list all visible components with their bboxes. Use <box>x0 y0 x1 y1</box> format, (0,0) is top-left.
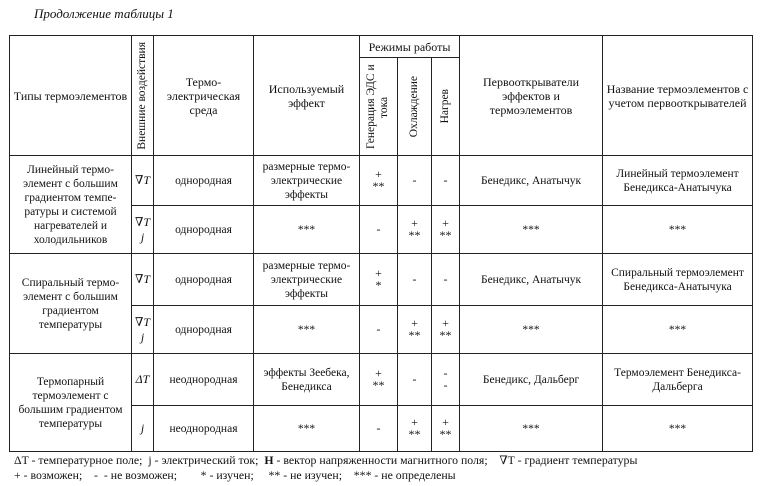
table-legend <box>14 453 754 483</box>
cell-mode-heat-text: + ** <box>439 414 452 441</box>
cell-discoverer-text: *** <box>522 223 540 236</box>
header-influences <box>132 36 154 156</box>
table-row <box>10 156 753 206</box>
cell-effect-text: эффекты Зеебека, Бенедикса <box>263 366 350 393</box>
header-effect: Используемый эффект <box>254 36 360 156</box>
cell-mode-cool-text: - <box>412 172 417 187</box>
cell-mode-emf <box>360 254 398 306</box>
cell-medium-text: однородная <box>175 323 232 336</box>
cell-mode-cool-text: - <box>412 271 417 286</box>
legend-line-1a: ΔT - температурное поле; j - электрический ток; <box>14 453 265 467</box>
cell-type: Спиральный термо-элемент с большим градиентом температуры <box>10 254 132 354</box>
cell-effect-text: размерные термо-электрические эффекты <box>262 160 351 201</box>
cell-mode-heat-text: - <box>443 172 448 187</box>
cell-name-text: Линейный термоэлемент Бенедикса-Анатычука <box>616 167 739 194</box>
cell-mode-emf-text: + ** <box>372 166 385 193</box>
cell-medium <box>154 254 254 306</box>
cell-discoverer-text: Бенедикс, Анатычук <box>480 174 582 187</box>
cell-influence <box>132 406 154 452</box>
cell-discoverer <box>460 406 603 452</box>
cell-mode-cool <box>398 156 432 206</box>
cell-effect-text: размерные термо-электрические эффекты <box>262 259 351 300</box>
cell-mode-cool <box>398 306 432 354</box>
cell-mode-heat-text: - - <box>443 365 448 392</box>
cell-influence-text: ∇T <box>134 272 151 286</box>
cell-type: Термопарный термоэлемент с большим градиентом температуры <box>10 354 132 452</box>
cell-mode-emf-text: - <box>376 420 381 435</box>
cell-medium <box>154 156 254 206</box>
cell-name-text: *** <box>668 223 687 236</box>
thermoelements-table <box>9 35 753 452</box>
cell-mode-emf-text: + ** <box>372 365 385 392</box>
cell-name <box>603 156 753 206</box>
cell-mode-heat <box>432 354 460 406</box>
cell-mode-heat-text: + ** <box>439 215 452 242</box>
cell-mode-cool <box>398 406 432 452</box>
header-names: Название термоэлементов с учетом первооткрывателей <box>603 36 753 156</box>
cell-effect <box>254 406 360 452</box>
header-influences-label: Внешние воздействия <box>136 41 148 150</box>
cell-influence <box>132 354 154 406</box>
cell-influence-text: ΔT <box>135 372 150 386</box>
cell-name-text: *** <box>668 323 687 336</box>
header-modes: Режимы работы <box>360 36 460 58</box>
header-discoverers: Первооткрыватели эффектов и термоэлементов <box>460 36 603 156</box>
cell-mode-emf <box>360 406 398 452</box>
cell-effect <box>254 354 360 406</box>
cell-mode-cool <box>398 206 432 254</box>
cell-discoverer-text: *** <box>522 323 540 336</box>
cell-influence-text: j <box>140 421 145 435</box>
cell-influence <box>132 254 154 306</box>
cell-discoverer-text: Бенедикс, Дальберг <box>482 373 580 386</box>
cell-effect <box>254 254 360 306</box>
cell-mode-heat-text: - <box>443 271 448 286</box>
cell-influence-text: ∇T j <box>134 314 151 344</box>
cell-mode-emf <box>360 206 398 254</box>
cell-discoverer <box>460 254 603 306</box>
cell-name <box>603 406 753 452</box>
cell-influence <box>132 156 154 206</box>
cell-influence <box>132 306 154 354</box>
cell-discoverer <box>460 306 603 354</box>
cell-effect-text: *** <box>297 323 316 336</box>
cell-mode-emf <box>360 306 398 354</box>
cell-mode-emf-text: - <box>376 221 381 236</box>
legend-line-1b: H <box>264 453 274 467</box>
header-mode-cool: Охлаждение <box>398 58 432 156</box>
legend-line-2: + - возможен; - - не возможен; * - изучен; ** - не изучен; *** - не определены <box>14 468 456 482</box>
cell-medium <box>154 406 254 452</box>
header-types: Типы термоэлементов <box>10 36 132 156</box>
cell-effect-text: *** <box>297 223 316 236</box>
cell-medium-text: однородная <box>175 174 232 187</box>
cell-medium-text: неоднородная <box>169 373 238 386</box>
cell-name <box>603 306 753 354</box>
cell-name-text: Термоэлемент Бенедикса-Дальберга <box>614 366 741 393</box>
cell-mode-cool-text: + ** <box>408 414 421 441</box>
header-medium: Термо-электрическая среда <box>154 36 254 156</box>
cell-discoverer-text: Бенедикс, Анатычук <box>480 273 582 286</box>
table-caption: Продолжение таблицы 1 <box>34 6 174 21</box>
cell-medium-text: однородная <box>175 223 232 236</box>
cell-influence <box>132 206 154 254</box>
cell-mode-heat <box>432 254 460 306</box>
cell-type: Линейный термо-элемент с большим градиентом темпе-ратуры и системой нагревателей и холодильников <box>10 156 132 254</box>
cell-mode-emf-text: + * <box>375 265 382 292</box>
cell-name <box>603 254 753 306</box>
cell-influence-text: ∇T j <box>134 214 151 244</box>
cell-discoverer-text: *** <box>522 422 540 435</box>
cell-name <box>603 354 753 406</box>
cell-mode-heat <box>432 156 460 206</box>
table-row <box>10 354 753 406</box>
cell-mode-cool-text: + ** <box>408 315 421 342</box>
cell-name-text: Спиральный термоэлемент Бенедикса-Анатычука <box>611 266 744 293</box>
cell-mode-cool-text: - <box>412 371 417 386</box>
cell-medium <box>154 206 254 254</box>
cell-discoverer <box>460 156 603 206</box>
cell-mode-cool-text: + ** <box>408 215 421 242</box>
cell-effect <box>254 156 360 206</box>
cell-mode-emf <box>360 354 398 406</box>
cell-effect <box>254 206 360 254</box>
cell-mode-heat-text: + ** <box>439 315 452 342</box>
cell-mode-cool <box>398 354 432 406</box>
cell-discoverer <box>460 354 603 406</box>
cell-name-text: *** <box>668 422 687 435</box>
cell-mode-heat <box>432 306 460 354</box>
cell-medium <box>154 306 254 354</box>
cell-mode-heat <box>432 206 460 254</box>
cell-mode-emf-text: - <box>376 321 381 336</box>
cell-medium-text: неоднородная <box>169 422 238 435</box>
cell-effect-text: *** <box>297 422 316 435</box>
cell-mode-heat <box>432 406 460 452</box>
cell-medium-text: однородная <box>175 273 232 286</box>
header-mode-emf: Генерация ЭДС и тока <box>360 58 398 156</box>
cell-mode-emf <box>360 156 398 206</box>
cell-discoverer <box>460 206 603 254</box>
legend-line-1c: - вектор напряженности магнитного поля; ∇T - градиент температуры <box>273 453 638 467</box>
cell-mode-cool <box>398 254 432 306</box>
cell-medium <box>154 354 254 406</box>
cell-influence-text: ∇T <box>134 173 151 187</box>
cell-name <box>603 206 753 254</box>
cell-effect <box>254 306 360 354</box>
table-row <box>10 254 753 306</box>
header-mode-heat: Нагрев <box>432 58 460 156</box>
